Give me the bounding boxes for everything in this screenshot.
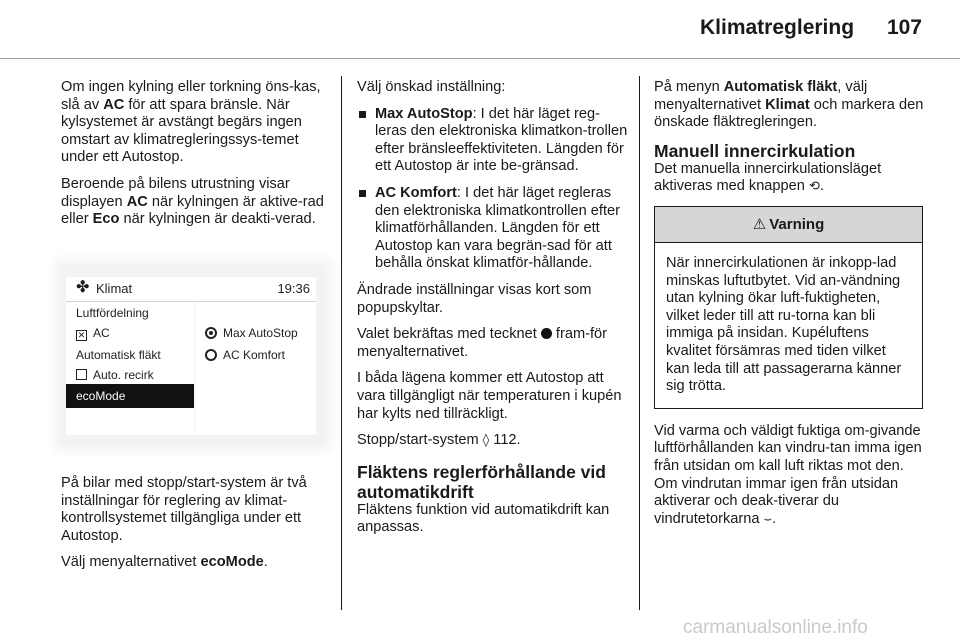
menu-item-auto-fan[interactable]: Automatisk fläkt xyxy=(76,348,161,362)
checkbox-icon xyxy=(76,369,87,380)
fan-icon: ✤ xyxy=(76,279,90,296)
paragraph: Fläktens funktion vid automatikdrift kan anpassas. xyxy=(357,501,610,536)
paragraph: Välj önskad inställning: xyxy=(357,79,506,95)
menu-item-ecomode[interactable]: ecoMode xyxy=(66,384,194,408)
column-2 xyxy=(357,79,629,546)
menu-item-auto-recirc[interactable]: Auto. recirk xyxy=(76,368,154,382)
paragraph: På bilar med stopp/start-system är två inställningar för reglering av klimat-kontrollsystemet tillgängliga under ett Autostop. xyxy=(61,475,307,544)
climate-screen-image xyxy=(60,265,325,445)
paragraph: Det manuella innercirkulationsläget aktiveras med knappen ⟲. xyxy=(654,160,882,195)
screen-time: 19:36 xyxy=(277,281,310,296)
page-header-title: Klimatreglering xyxy=(700,16,855,39)
header-divider xyxy=(0,58,960,59)
warning-triangle-icon: ⚠ xyxy=(752,214,767,233)
watermark: carmanualsonline.info xyxy=(683,617,868,638)
option-max-autostop[interactable]: Max AutoStop xyxy=(205,326,298,340)
column-divider-1 xyxy=(341,76,342,610)
list-item: AC Komfort: I det här läget regleras den elektroniska klimatkontrollen efter klimatförhållanden. Längden för ett Autostop kan vara begrän-sad för att behålla önskat klimatför-hållande. xyxy=(357,185,629,273)
paragraph: Ändrade inställningar visas kort som popupskyltar. xyxy=(357,281,592,316)
paragraph: Beroende på bilens utrustning visar displayen AC när kylningen är aktive-rad eller Eco när kylningen är deakti-verad. xyxy=(61,175,324,228)
bullet-icon xyxy=(359,190,366,197)
checked-box-icon: ✕ xyxy=(77,330,86,340)
column-divider-2 xyxy=(639,76,640,610)
screen-title: Klimat xyxy=(96,281,133,296)
radio-icon xyxy=(205,349,217,361)
paragraph: Om ingen kylning eller torkning öns-kas, slå av AC för att spara bränsle. När kylsystemet är avstängt begärs ingen omstart av klimatregleringssys-temet under ett Autostop. xyxy=(61,79,321,166)
page-number: 107 xyxy=(886,16,922,39)
section-heading: Manuell innercirkulation xyxy=(654,140,856,161)
menu-heading: Luftfördelning xyxy=(76,306,149,320)
column-3 xyxy=(654,79,924,537)
paragraph: Stopp/start-system ◊ 112. xyxy=(357,432,521,449)
screen-menu xyxy=(66,302,194,435)
screen-options xyxy=(195,302,316,435)
paragraph: Valet bekräftas med tecknet fram-för menyalternativet. xyxy=(357,326,608,360)
list-item: Max AutoStop: I det här läget reg-leras den elektroniska klimatkon-trollen efter bränsleeffektiviteten. Längden för ett Autostop är inte be-gränsad. xyxy=(357,106,629,176)
radio-selected-icon xyxy=(205,327,217,339)
warning-text: När innercirkulationen är inkopp-lad minskas luftutbytet. Vid an-vändning utan kylning ökar luft-fuktigheten, vilket leder till att ru-torna kan bli immiga på insidan. Kupéluftens kvalitet försämras med tiden vilket kan leda till att passagerarna känner sig trötta. xyxy=(666,254,902,395)
recirculation-icon: ⟲ xyxy=(808,179,820,195)
filled-dot-icon xyxy=(541,328,552,339)
bullet-icon xyxy=(359,111,366,118)
warning-box xyxy=(654,206,923,409)
column-1 xyxy=(61,79,329,238)
paragraph: Välj menyalternativet ecoMode. xyxy=(61,554,268,571)
menu-item-ac[interactable]: ✕ AC xyxy=(77,326,110,340)
paragraph: Vid varma och väldigt fuktiga om-givande luftförhållanden kan vindru-tan imma igen från utsidan om kall luft riktas mot den. Om vindrutan immar igen från utsidan aktiverar och deak-tiverar du vindrutetorkarna ⌣. xyxy=(654,422,922,527)
wiper-icon: ⌣ xyxy=(763,511,773,527)
paragraph: I båda lägena kommer ett Autostop att vara tillgängligt när temperaturen i kupén har kylts ned tillräckligt. xyxy=(357,370,622,422)
paragraph: På menyn Automatisk fläkt, välj menyalternativet Klimat och markera den önskade fläktregleringen. xyxy=(654,79,924,131)
warning-header: ⚠ Varning xyxy=(655,207,922,243)
option-ac-komfort[interactable]: AC Komfort xyxy=(205,348,285,362)
column-1-lower xyxy=(61,475,331,581)
section-heading: Fläktens reglerförhållande vid automatikdrift xyxy=(357,461,606,502)
screen-header xyxy=(66,277,316,302)
page-ref-arrow-icon: ◊ xyxy=(482,433,494,449)
